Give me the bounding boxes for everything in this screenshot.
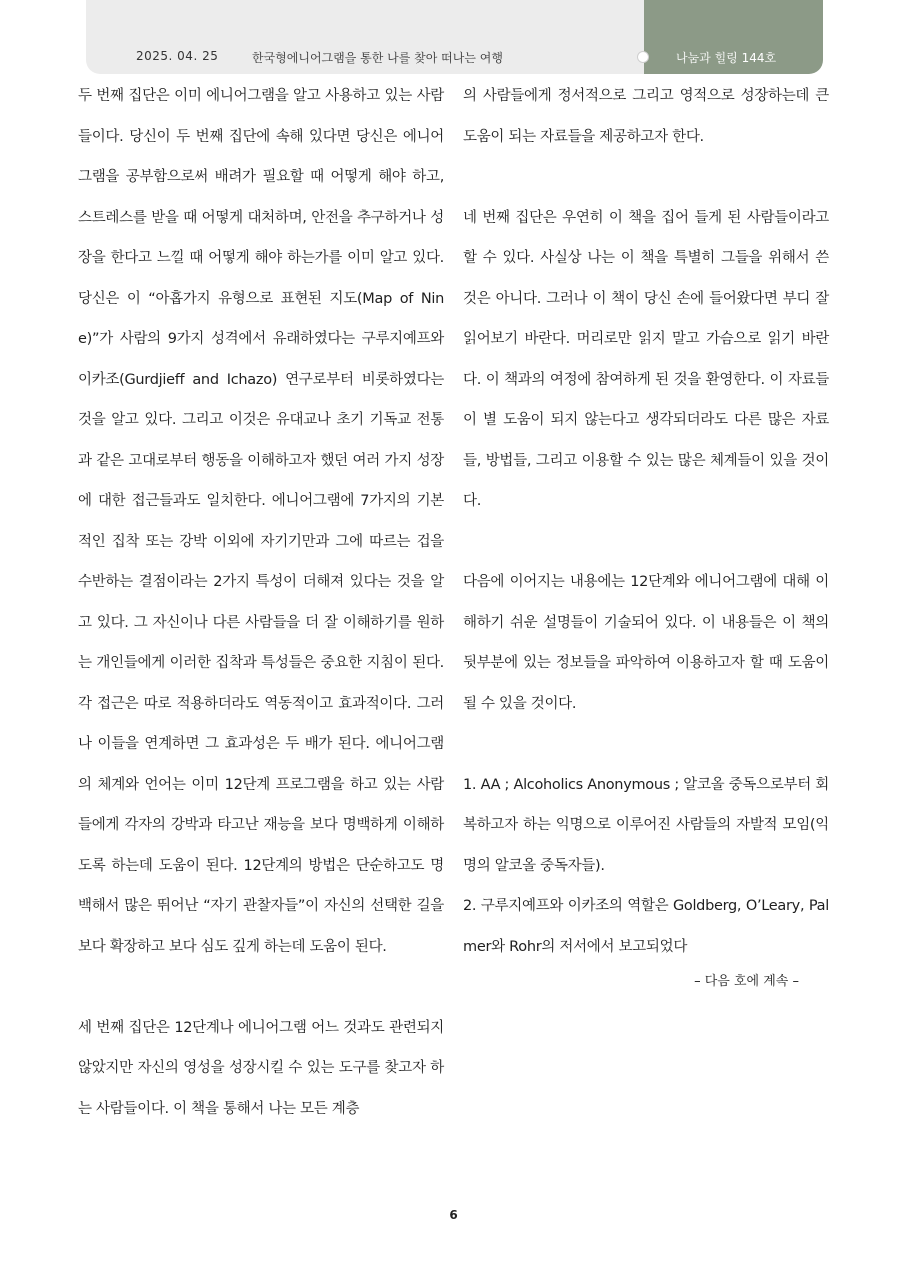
right-column xyxy=(463,76,829,997)
paragraph-gap xyxy=(78,967,444,1008)
paragraph-gap xyxy=(463,724,829,765)
left-column xyxy=(78,76,444,1129)
page-number: 6 xyxy=(449,1208,458,1222)
paragraph-second-group: 두 번째 집단은 이미 에니어그램을 알고 사용하고 있는 사람들이다. 당신이 두 번째 집단에 속해 있다면 당신은 에니어그램을 공부함으로써 배려가 필요할 때 어떻게 해야 하고, 스트레스를 받을 때 어떻게 대처하며, 안전을 추구하거나 성장을 한다고 느낄 때 어떻게 해야 하는가를 이미 알고 있다. 당신은 이 “아홉가지 유형으로 표현된 지도(Map of Nine)”가 사람의 9가지 성격에서 유래하였다는 구루지예프와 이카조(Gurdjieff and Ichazo) 연구로부터 비롯하였다는 것을 알고 있다. 그리고 이것은 유대교나 초기 기독교 전통과 같은 고대로부터 행동을 이해하고자 했던 여러 가지 성장에 대한 접근들과도 일치한다. 에니어그램에 7가지의 기본적인 집착 또는 강박 이외에 자기기만과 그에 따르는 겁을 수반하는 결점이라는 2가지 특성이 더해져 있다는 것을 알고 있다. 그 자신이나 다른 사람들을 더 잘 이해하기를 원하는 개인들에게 이러한 집착과 특성들은 중요한 지침이 된다. 각 접근은 따로 적용하더라도 역동적이고 효과적이다. 그러나 이들을 연계하면 그 효과성은 두 배가 된다. 에니어그램의 체계와 언어는 이미 12단계 프로그램을 하고 있는 사람들에게 각자의 강박과 타고난 재능을 보다 명백하게 이해하도록 하는데 도움이 된다. 12단계의 방법은 단순하고도 명백해서 많은 뛰어난 “자기 관찰자들”이 자신의 선택한 길을 보다 확장하고 보다 심도 깊게 하는데 도움이 된다. xyxy=(78,88,444,955)
header-date: 2025. 04. 25 xyxy=(136,49,219,63)
header-title: 한국형에니어그램을 통한 나를 찾아 떠나는 여행 xyxy=(252,51,503,65)
header-dot-marker xyxy=(637,51,649,63)
paragraph-third-group-continued: 의 사람들에게 정서적으로 그리고 영적으로 성장하는데 큰 도움이 되는 자료들을 제공하고자 한다. xyxy=(463,88,829,145)
paragraph-third-group: 세 번째 집단은 12단계나 에니어그램 어느 것과도 관련되지 않았지만 자신의 영성을 성장시킬 수 있는 도구를 찾고자 하는 사람들이다. 이 책을 통해서 나는 모든 계층 xyxy=(78,1019,444,1117)
header-issue-label: 나눔과 힐링 144호 xyxy=(676,51,777,65)
continued-next-issue: – 다음 호에 계속 – xyxy=(694,974,799,989)
paragraph-following-content: 다음에 이어지는 내용에는 12단계와 에니어그램에 대해 이해하기 쉬운 설명들이 기술되어 있다. 이 내용들은 이 책의 뒷부분에 있는 정보들을 파악하여 이용하고자 할 때 도움이 될 수 있을 것이다. xyxy=(463,574,829,712)
paragraph-gap xyxy=(463,522,829,563)
paragraph-fourth-group: 네 번째 집단은 우연히 이 책을 집어 들게 된 사람들이라고 할 수 있다. 사실상 나는 이 책을 특별히 그들을 위해서 쓴 것은 아니다. 그러나 이 책이 당신 손에 들어왔다면 부디 잘 읽어보기 바란다. 머리로만 읽지 말고 가슴으로 읽기 바란다. 이 책과의 여정에 참여하게 된 것을 환영한다. 이 자료들이 별 도움이 되지 않는다고 생각되더라도 다른 많은 자료들, 방법들, 그리고 이용할 수 있는 많은 체계들이 있을 것이다. xyxy=(463,209,829,509)
footnote-2: 2. 구루지예프와 이카조의 역할은 Goldberg, O’Leary, Palmer와 Rohr의 저서에서 보고되었다 xyxy=(463,898,829,955)
footnote-1: 1. AA ; Alcoholics Anonymous ; 알코올 중독으로부터 회복하고자 하는 익명으로 이루어진 사람들의 자발적 모임(익명의 알코올 중독자들). xyxy=(463,776,829,874)
paragraph-gap xyxy=(463,157,829,198)
